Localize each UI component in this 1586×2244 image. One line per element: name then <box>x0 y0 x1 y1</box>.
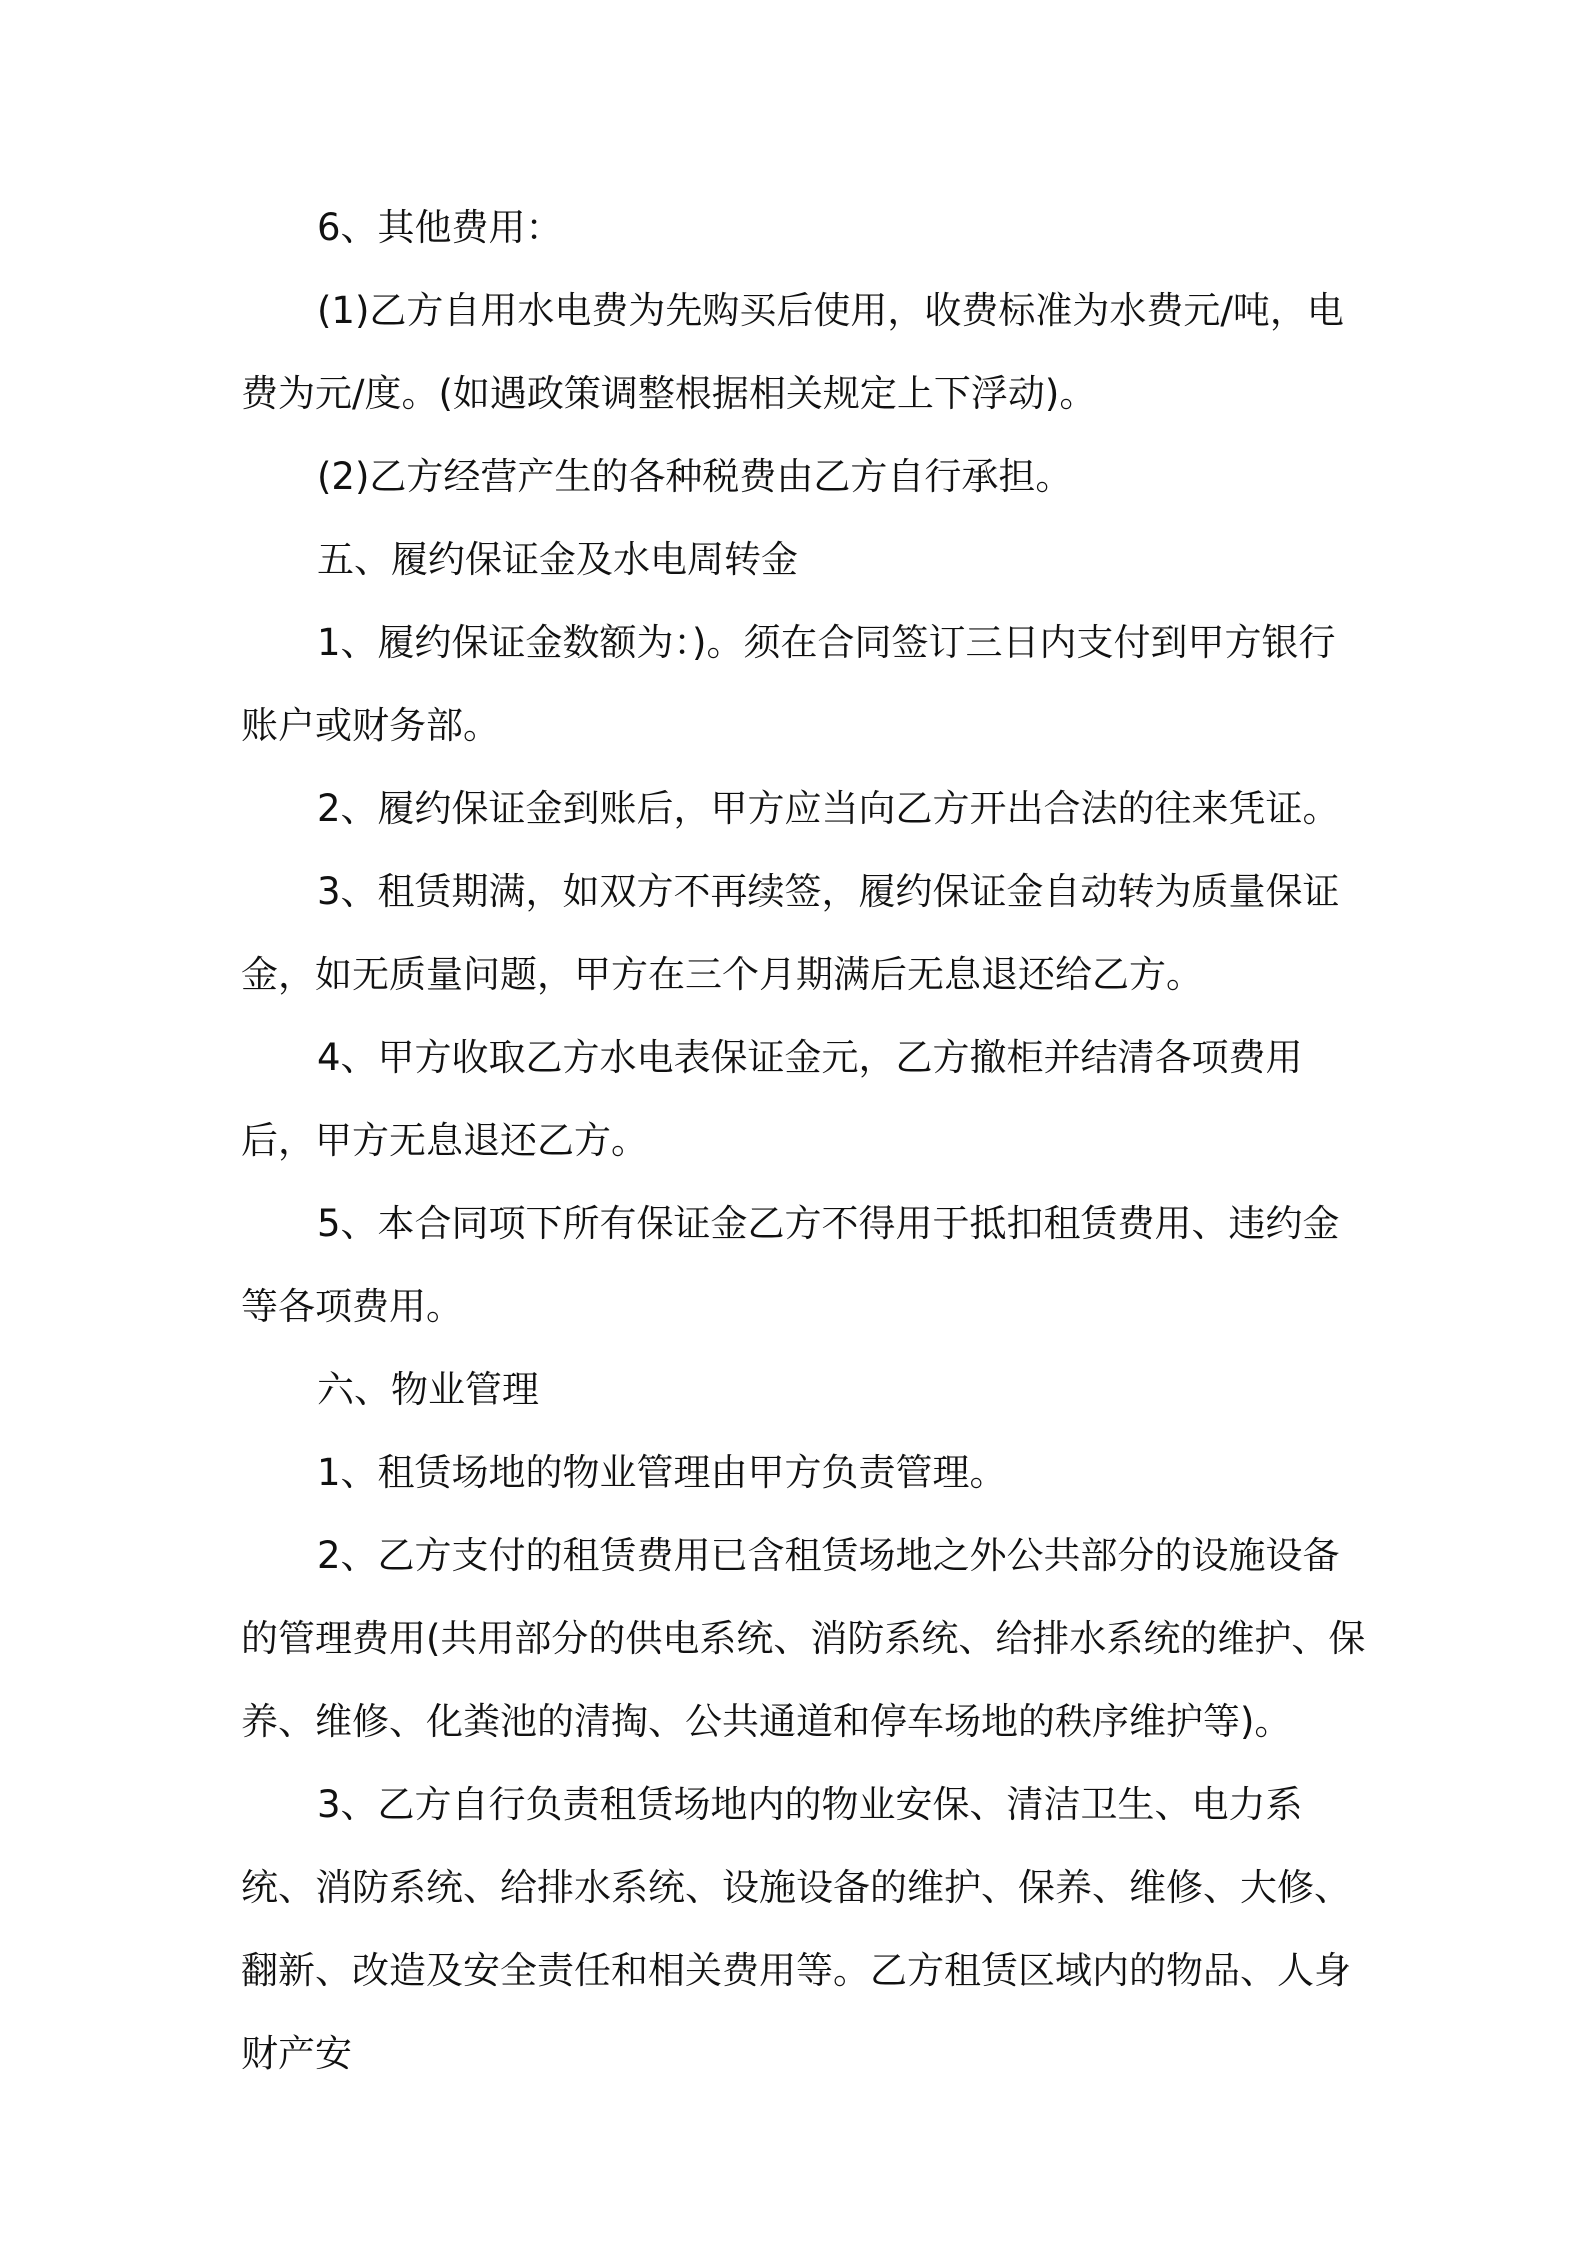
paragraph-deposit-conversion: 3、租赁期满，如双方不再续签，履约保证金自动转为质量保证金，如无质量问题，甲方在三个月期满后无息退还给乙方。 <box>241 870 1340 996</box>
paragraph-deposit-receipt: 2、履约保证金到账后，甲方应当向乙方开出合法的往来凭证。 <box>317 787 1340 830</box>
paragraph-deposit-amount: 1、履约保证金数额为：)。须在合同签订三日内支付到甲方银行账户或财务部。 <box>241 621 1336 747</box>
paragraph-other-fees-heading: 6、其他费用： <box>317 206 563 249</box>
paragraph-public-facilities-fee: 2、乙方支付的租赁费用已含租赁场地之外公共部分的设施设备的管理费用(共用部分的供电系统、消防系统、给排水系统的维护、保养、维修、化粪池的清掏、公共通道和停车场地的秩序维护等)。 <box>241 1534 1366 1743</box>
section-heading-deposit: 五、履约保证金及水电周转金 <box>317 538 798 581</box>
paragraph-taxes: (2)乙方经营产生的各种税费由乙方自行承担。 <box>317 455 1073 498</box>
paragraph-tenant-responsibilities: 3、乙方自行负责租赁场地内的物业安保、清洁卫生、电力系统、消防系统、给排水系统、设施设备的维护、保养、维修、大修、翻新、改造及安全责任和相关费用等。乙方租赁区域内的物品、人身财产安 <box>241 1783 1351 2075</box>
paragraph-deposit-restriction: 5、本合同项下所有保证金乙方不得用于抵扣租赁费用、违约金等各项费用。 <box>241 1202 1340 1328</box>
document-body <box>241 186 1371 2095</box>
paragraph-management-responsibility: 1、租赁场地的物业管理由甲方负责管理。 <box>317 1451 1007 1494</box>
paragraph-meter-deposit: 4、甲方收取乙方水电表保证金元，乙方撤柜并结清各项费用后，甲方无息退还乙方。 <box>241 1036 1303 1162</box>
paragraph-utility-fees: (1)乙方自用水电费为先购买后使用，收费标准为水费元/吨，电费为元/度。(如遇政策调整根据相关规定上下浮动)。 <box>241 289 1344 415</box>
section-heading-property-management: 六、物业管理 <box>317 1368 539 1411</box>
